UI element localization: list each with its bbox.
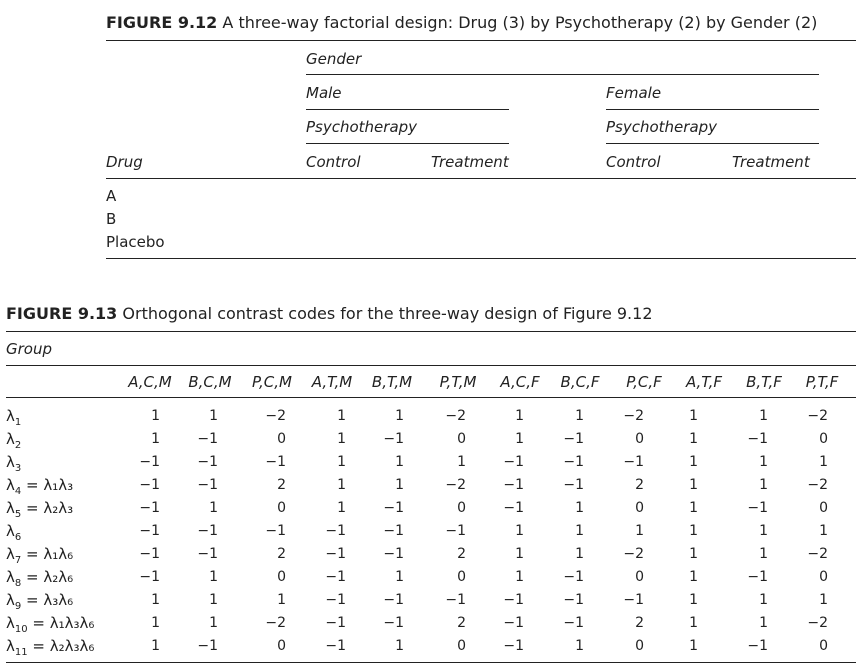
lambda-symbol: λ [6, 430, 15, 448]
table-cell: 1 [395, 569, 404, 585]
lambda-definition: = λ₂λ₃λ₆ [27, 637, 95, 655]
column-header: B,T,M [371, 373, 413, 391]
table-cell: −1 [563, 454, 584, 470]
table-cell: −1 [197, 454, 218, 470]
table-cell: 2 [635, 477, 644, 493]
table-cell: 1 [151, 431, 160, 447]
table-cell: 2 [277, 546, 286, 562]
column-header: P,C,F [626, 373, 662, 391]
column-header: A,C,F [500, 373, 540, 391]
table-cell: 1 [209, 592, 218, 608]
table-cell: −1 [623, 454, 644, 470]
table-cell: 0 [635, 500, 644, 516]
lambda-symbol: λ [6, 568, 15, 586]
row-label [6, 522, 21, 543]
table-cell: −1 [139, 500, 160, 516]
table-cell: −2 [807, 477, 828, 493]
lambda-definition: = λ₁λ₆ [21, 545, 74, 563]
lambda-subscript: 2 [14, 440, 22, 451]
table-cell: 1 [395, 477, 404, 493]
table-row [0, 428, 863, 450]
table-cell: 1 [819, 592, 828, 608]
table-cell: 2 [457, 546, 466, 562]
table-cell: −1 [445, 592, 466, 608]
column-header: P,C,M [252, 373, 292, 391]
table-cell: 0 [277, 638, 286, 654]
table-cell: 2 [277, 477, 286, 493]
row-label [6, 430, 21, 451]
table-cell: 1 [689, 592, 698, 608]
rule [6, 331, 856, 332]
table-cell: −2 [623, 408, 644, 424]
table-cell: 0 [277, 431, 286, 447]
lambda-subscript: 10 [14, 624, 28, 635]
table-cell: 1 [689, 523, 698, 539]
table-row [0, 520, 863, 542]
table-cell: −1 [197, 431, 218, 447]
table-cell: 1 [575, 500, 584, 516]
rule [306, 74, 819, 75]
table-cell: 1 [759, 592, 768, 608]
table-cell: −1 [503, 615, 524, 631]
table-cell: −1 [747, 569, 768, 585]
table-cell: −1 [563, 477, 584, 493]
male-header: Male [306, 84, 342, 102]
table-cell: −1 [325, 638, 346, 654]
rule [606, 109, 819, 110]
table-cell: 1 [337, 477, 346, 493]
table-cell: 1 [337, 431, 346, 447]
table-row [0, 635, 863, 657]
table-row [0, 589, 863, 611]
table-cell: 0 [457, 569, 466, 585]
table-cell: 1 [575, 546, 584, 562]
table-cell: −2 [807, 408, 828, 424]
control-female-header: Control [606, 153, 661, 171]
treatment-female-header: Treatment [732, 153, 810, 171]
table-cell: 1 [151, 638, 160, 654]
table-cell: 1 [151, 408, 160, 424]
treatment-male-header: Treatment [431, 153, 509, 171]
table-cell: −1 [265, 454, 286, 470]
table-cell: −1 [563, 569, 584, 585]
lambda-subscript: 4 [14, 486, 22, 497]
control-male-header: Control [306, 153, 361, 171]
table-cell: −1 [383, 500, 404, 516]
rule [106, 258, 856, 259]
column-header: P,T,F [805, 373, 839, 391]
row-label [6, 476, 73, 497]
lambda-subscript: 11 [14, 647, 28, 658]
lambda-subscript: 1 [14, 417, 22, 428]
rule [6, 365, 856, 366]
table-cell: 1 [515, 408, 524, 424]
table-cell: 1 [819, 454, 828, 470]
lambda-definition: = λ₁λ₃λ₆ [27, 614, 95, 632]
table-cell: 1 [209, 615, 218, 631]
table-cell: 1 [759, 523, 768, 539]
table-cell: 0 [635, 431, 644, 447]
figure-9-13-label: FIGURE 9.13 [6, 304, 118, 323]
drug-row-b: B [106, 210, 117, 228]
table-cell: 1 [759, 615, 768, 631]
lambda-subscript: 5 [14, 509, 22, 520]
table-cell: 1 [209, 500, 218, 516]
table-row [0, 474, 863, 496]
table-cell: 1 [575, 408, 584, 424]
table-cell: −1 [383, 615, 404, 631]
lambda-symbol: λ [6, 522, 15, 540]
table-cell: 1 [515, 546, 524, 562]
table-cell: −1 [325, 523, 346, 539]
psychotherapy-female-header: Psychotherapy [606, 118, 718, 136]
table-cell: −1 [383, 546, 404, 562]
table-cell: −1 [503, 592, 524, 608]
column-header: A,C,M [128, 373, 172, 391]
table-cell: 0 [819, 500, 828, 516]
table-cell: 1 [395, 408, 404, 424]
figure-9-13-caption-line [6, 304, 653, 323]
lambda-symbol: λ [6, 476, 15, 494]
table-cell: 1 [689, 615, 698, 631]
table-cell: 0 [457, 500, 466, 516]
table-cell: −1 [445, 523, 466, 539]
rule [6, 397, 856, 398]
table-cell: 1 [515, 523, 524, 539]
table-cell: −1 [563, 615, 584, 631]
column-header: B,C,F [560, 373, 600, 391]
rule [106, 178, 856, 179]
table-cell: −1 [139, 477, 160, 493]
table-cell: −2 [265, 615, 286, 631]
table-cell: 1 [515, 569, 524, 585]
table-cell: −2 [623, 546, 644, 562]
table-cell: 1 [515, 431, 524, 447]
table-cell: 0 [819, 431, 828, 447]
table-cell: −1 [197, 477, 218, 493]
lambda-definition: = λ₂λ₆ [21, 568, 74, 586]
figure-9-12-caption: A three-way factorial design: Drug (3) by Psychotherapy (2) by Gender (2) [222, 13, 818, 32]
table-cell: 1 [759, 454, 768, 470]
table-cell: 1 [209, 569, 218, 585]
table-cell: −2 [265, 408, 286, 424]
lambda-subscript: 8 [14, 578, 22, 589]
figure-9-12-caption-line [106, 13, 817, 32]
figure-9-12-label: FIGURE 9.12 [106, 13, 218, 32]
table-cell: 2 [635, 615, 644, 631]
row-label [6, 407, 21, 428]
table-cell: 1 [635, 523, 644, 539]
table-cell: 1 [151, 592, 160, 608]
drug-row-placebo: Placebo [106, 233, 165, 251]
table-cell: 1 [689, 638, 698, 654]
table-cell: 1 [759, 408, 768, 424]
table-cell: −1 [503, 454, 524, 470]
table-cell: 1 [689, 431, 698, 447]
table-cell: 1 [819, 523, 828, 539]
female-header: Female [606, 84, 662, 102]
row-label [6, 545, 73, 566]
lambda-subscript: 3 [14, 463, 22, 474]
row-label [6, 614, 94, 635]
table-cell: −1 [623, 592, 644, 608]
lambda-definition: = λ₁λ₃ [21, 476, 74, 494]
table-cell: −1 [139, 523, 160, 539]
table-cell: −2 [807, 615, 828, 631]
table-cell: 1 [689, 569, 698, 585]
table-cell: 1 [689, 408, 698, 424]
column-header: A,T,F [685, 373, 723, 391]
table-cell: −1 [503, 638, 524, 654]
row-label [6, 568, 73, 589]
column-header: A,T,M [311, 373, 353, 391]
table-cell: −1 [325, 569, 346, 585]
table-cell: 0 [277, 569, 286, 585]
table-cell: 0 [819, 569, 828, 585]
table-cell: −1 [197, 546, 218, 562]
table-cell: −2 [445, 477, 466, 493]
table-cell: 0 [457, 638, 466, 654]
rule [6, 662, 856, 663]
table-row [0, 543, 863, 565]
table-cell: −1 [139, 454, 160, 470]
row-label [6, 499, 73, 520]
table-cell: 1 [337, 454, 346, 470]
column-header: B,C,M [188, 373, 232, 391]
table-cell: 1 [151, 615, 160, 631]
row-label [6, 637, 94, 658]
table-cell: −1 [325, 546, 346, 562]
table-cell: 1 [689, 477, 698, 493]
lambda-symbol: λ [6, 545, 15, 563]
table-cell: 0 [819, 638, 828, 654]
lambda-subscript: 6 [14, 532, 22, 543]
table-row [0, 405, 863, 427]
lambda-definition: = λ₃λ₆ [21, 591, 74, 609]
table-cell: 1 [575, 523, 584, 539]
table-cell: −1 [747, 431, 768, 447]
row-label [6, 591, 73, 612]
table-cell: −1 [503, 500, 524, 516]
lambda-symbol: λ [6, 614, 15, 632]
table-cell: 1 [689, 546, 698, 562]
table-cell: 1 [689, 454, 698, 470]
table-cell: 1 [209, 408, 218, 424]
table-cell: 1 [395, 454, 404, 470]
table-cell: −1 [139, 546, 160, 562]
drug-header: Drug [106, 153, 143, 171]
table-cell: 1 [337, 408, 346, 424]
table-cell: −1 [325, 615, 346, 631]
table-cell: 1 [759, 477, 768, 493]
table-cell: −1 [383, 431, 404, 447]
table-row [0, 566, 863, 588]
table-cell: −1 [265, 523, 286, 539]
lambda-subscript: 9 [14, 601, 22, 612]
table-cell: −1 [747, 638, 768, 654]
table-cell: 1 [277, 592, 286, 608]
table-cell: −1 [197, 523, 218, 539]
table-cell: −1 [383, 523, 404, 539]
table-cell: 0 [635, 569, 644, 585]
table-row [0, 612, 863, 634]
rule [606, 143, 819, 144]
lambda-symbol: λ [6, 407, 15, 425]
table-cell: −1 [139, 569, 160, 585]
lambda-symbol: λ [6, 499, 15, 517]
rule [306, 143, 509, 144]
table-cell: −1 [197, 638, 218, 654]
table-cell: −1 [503, 477, 524, 493]
table-cell: 0 [635, 638, 644, 654]
column-header: B,T,F [746, 373, 782, 391]
row-label [6, 453, 21, 474]
table-cell: −1 [563, 592, 584, 608]
table-cell: −2 [807, 546, 828, 562]
group-header: Group [6, 340, 52, 358]
table-cell: −1 [383, 592, 404, 608]
table-row [0, 451, 863, 473]
table-cell: 1 [759, 546, 768, 562]
table-cell: 0 [457, 431, 466, 447]
table-cell: −1 [563, 431, 584, 447]
table-cell: 1 [689, 500, 698, 516]
table-cell: −1 [747, 500, 768, 516]
table-cell: 1 [575, 638, 584, 654]
lambda-subscript: 7 [14, 555, 22, 566]
figure-9-13-caption: Orthogonal contrast codes for the three-way design of Figure 9.12 [122, 304, 653, 323]
table-cell: 2 [457, 615, 466, 631]
rule [306, 109, 509, 110]
lambda-symbol: λ [6, 591, 15, 609]
table-cell: 1 [395, 638, 404, 654]
gender-header: Gender [306, 50, 362, 68]
rule [106, 40, 856, 41]
lambda-definition: = λ₂λ₃ [21, 499, 74, 517]
table-cell: 0 [277, 500, 286, 516]
table-cell: −2 [445, 408, 466, 424]
lambda-symbol: λ [6, 637, 15, 655]
table-cell: 1 [457, 454, 466, 470]
table-cell: 1 [337, 500, 346, 516]
lambda-symbol: λ [6, 453, 15, 471]
drug-row-a: A [106, 187, 117, 205]
column-header: P,T,M [439, 373, 477, 391]
table-cell: −1 [325, 592, 346, 608]
table-row [0, 497, 863, 519]
psychotherapy-male-header: Psychotherapy [306, 118, 418, 136]
